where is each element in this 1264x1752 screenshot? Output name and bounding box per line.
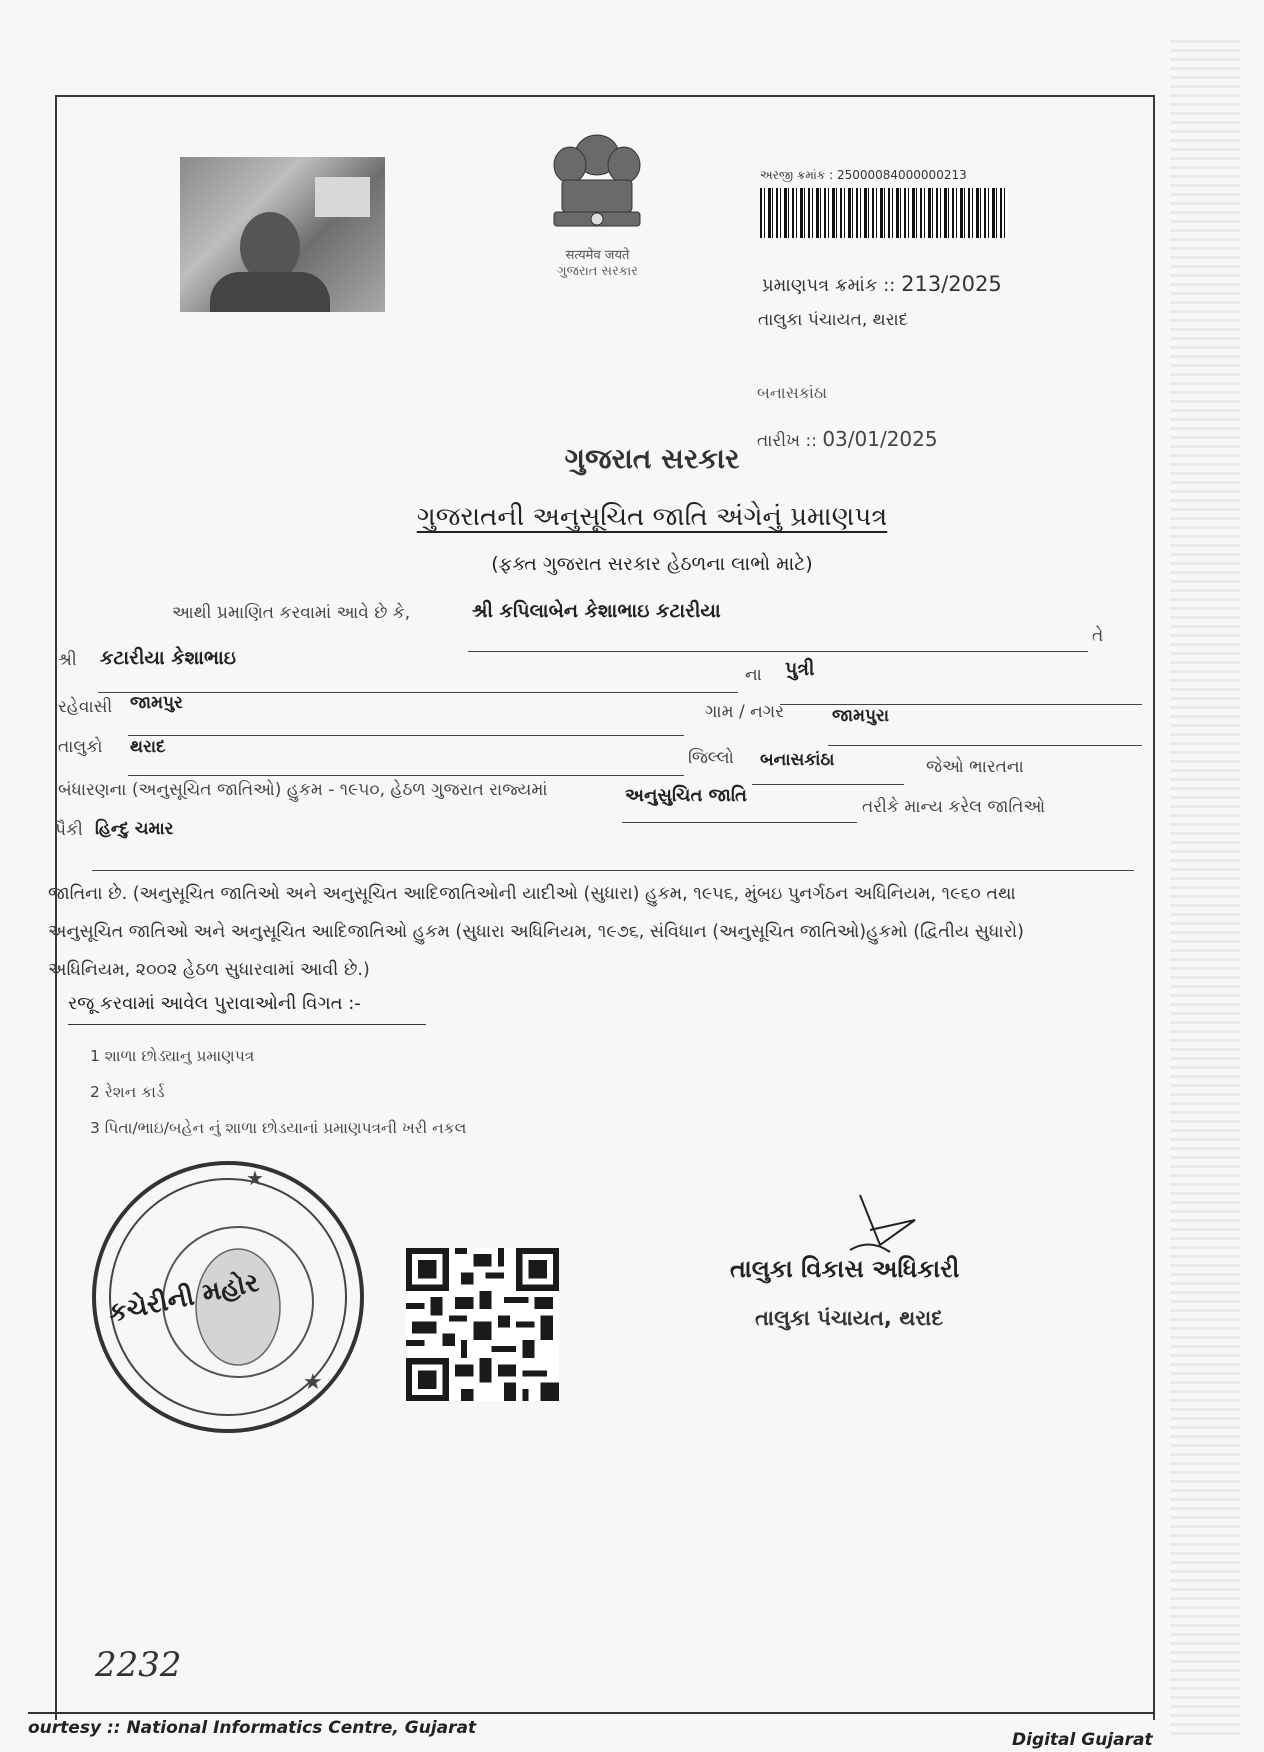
legal-paragraph-line-2: અનુસૂચિત જાતિઓ અને અનુસૂચિત આદિજાતિઓ હુકમ (સુધારા અધિનિયમ, ૧૯૭૬, સંવિધાન (અનુસૂચિત જાતિઓ)હુકમો (દ્વિતીય સુધારો) <box>48 922 1024 942</box>
village: જામપુરા <box>832 706 890 726</box>
footer-rule <box>28 1712 1155 1714</box>
certificate-number-label: પ્રમાણપત્ર ક્રમાંક :: <box>762 275 896 296</box>
na-label: ના <box>745 665 762 685</box>
qr-code <box>405 1248 560 1401</box>
certificate-number: 213/2025 <box>901 272 1002 296</box>
application-number: અરજી ક્રમાંક : 25000084000000213 <box>760 168 967 182</box>
district-line <box>752 784 904 785</box>
village-label: ગામ / નગર <box>705 702 784 722</box>
parent-name: કટારીયા કેશાભાઇ <box>100 647 237 669</box>
svg-text:★: ★ <box>303 1370 323 1395</box>
barcode-image <box>760 188 1008 238</box>
district-label: જિલ્લો <box>688 748 734 768</box>
relation: પુત્રી <box>785 658 815 680</box>
caste-line <box>92 870 1134 871</box>
legal-paragraph-line-3: અધિનિયમ, ૨૦૦૨ હેઠળ સુધારવામાં આવી છે.) <box>48 960 370 980</box>
parent-name-line <box>98 692 738 693</box>
emblem-caption <box>535 248 660 280</box>
date-label: તારીખ :: <box>757 431 817 451</box>
resident: જામપુર <box>130 693 183 713</box>
te-label: તે <box>1092 626 1104 646</box>
documents-list <box>90 1038 466 1146</box>
category: અનુસુચિત જાતિ <box>625 785 747 806</box>
footer-courtesy: ourtesy :: National Informatics Centre, Gujarat <box>28 1718 477 1738</box>
certificate-number-row <box>762 272 1002 296</box>
signatory-office: તાલુકા પંચાયત, થરાદ <box>755 1306 944 1330</box>
certificate-title-text: ગુજરાતની અનુસૂચિત જાતિ અંગેનું પ્રમાણપત્ર <box>416 502 888 532</box>
je-label: જેઓ ભારતના <box>926 757 1024 777</box>
paiki-label: પૈકી <box>55 820 83 840</box>
resident-label: રહેવાસી <box>58 697 113 717</box>
handwritten-note: 2232 <box>95 1645 182 1685</box>
certify-label: આથી પ્રમાણિત કરવામાં આવે છે કે, <box>172 603 411 623</box>
taluka: થરાદ <box>130 737 166 757</box>
emblem-gov-name: ગુજરાત સરકાર <box>557 264 638 279</box>
documents-heading: રજૂ કરવામાં આવેલ પુરાવાઓની વિગત :- <box>68 993 426 1025</box>
officer-signature <box>840 1190 930 1260</box>
issue-date: 03/01/2025 <box>822 427 938 451</box>
document-item: 1 શાળા છોડ્યાનુ પ્રમાણપત્ર <box>90 1047 255 1065</box>
document-item: 2 રેશન કાર્ડ <box>90 1083 165 1101</box>
emblem-motto: सत्यमेव जयते <box>565 248 630 263</box>
signatory-title: તાલુકા વિકાસ અધિકારી <box>730 1255 960 1283</box>
certificate-subtitle: (ફક્ત ગુજરાત સરકાર હેઠળના લાભો માટે) <box>491 553 813 575</box>
scan-streak <box>1170 40 1240 1740</box>
constitution-text: બંધારણના (અનુસૂચિત જાતિઓ) હુકમ - ૧૯૫૦, હેઠળ ગુજરાત રાજ્યમાં <box>58 780 548 800</box>
national-emblem-icon <box>540 125 655 245</box>
village-line <box>828 745 1142 746</box>
office-seal-stamp <box>88 1157 368 1437</box>
legal-paragraph <box>48 875 1138 989</box>
issuing-district: બનાસકાંઠા <box>757 383 828 402</box>
legal-paragraph-line-1: જાતિના છે. (અનુસૂચિત જાતિઓ અને અનુસૂચિત આદિજાતિઓની યાદીઓ (સુધારા) હુકમ, ૧૯૫૬, મુંબઇ પુનર્ગઠન અધિનિયમ, ૧૯૬૦ તથા <box>48 884 1016 904</box>
applicant-photo <box>180 157 385 312</box>
seal-center-text: કચેરીની મહોર <box>105 1267 262 1329</box>
document-item: 3 પિતા/ભાઇ/બહેન નું શાળા છોડયાનાં પ્રમાણપત્રની ખરી નકલ <box>90 1119 467 1137</box>
photo-background <box>315 177 370 217</box>
caste: હિન્દુ ચમાર <box>95 819 174 839</box>
holder-name: શ્રી કપિલાબેન કેશાભાઇ કટારીયા <box>472 600 721 622</box>
holder-name-line <box>468 651 1088 652</box>
shri-label: શ્રી <box>58 650 77 670</box>
certificate-title <box>0 502 1264 533</box>
district: બનાસકાંઠા <box>760 750 835 770</box>
footer-brand: Digital Gujarat <box>1012 1730 1153 1750</box>
svg-text:★: ★ <box>246 1166 264 1190</box>
relation-line <box>780 704 1142 705</box>
issuing-office: તાલુકા પંચાયત, થરાદ <box>758 310 909 330</box>
government-title: ગુજરાત સરકાર <box>564 442 740 475</box>
photo-person-body <box>210 272 330 312</box>
resident-line <box>128 735 684 736</box>
recognized-text: તરીકે માન્ય કરેલ જાતિઓ <box>862 797 1046 817</box>
taluka-line <box>128 775 684 776</box>
taluka-label: તાલુકો <box>58 737 103 757</box>
category-line <box>622 822 857 823</box>
